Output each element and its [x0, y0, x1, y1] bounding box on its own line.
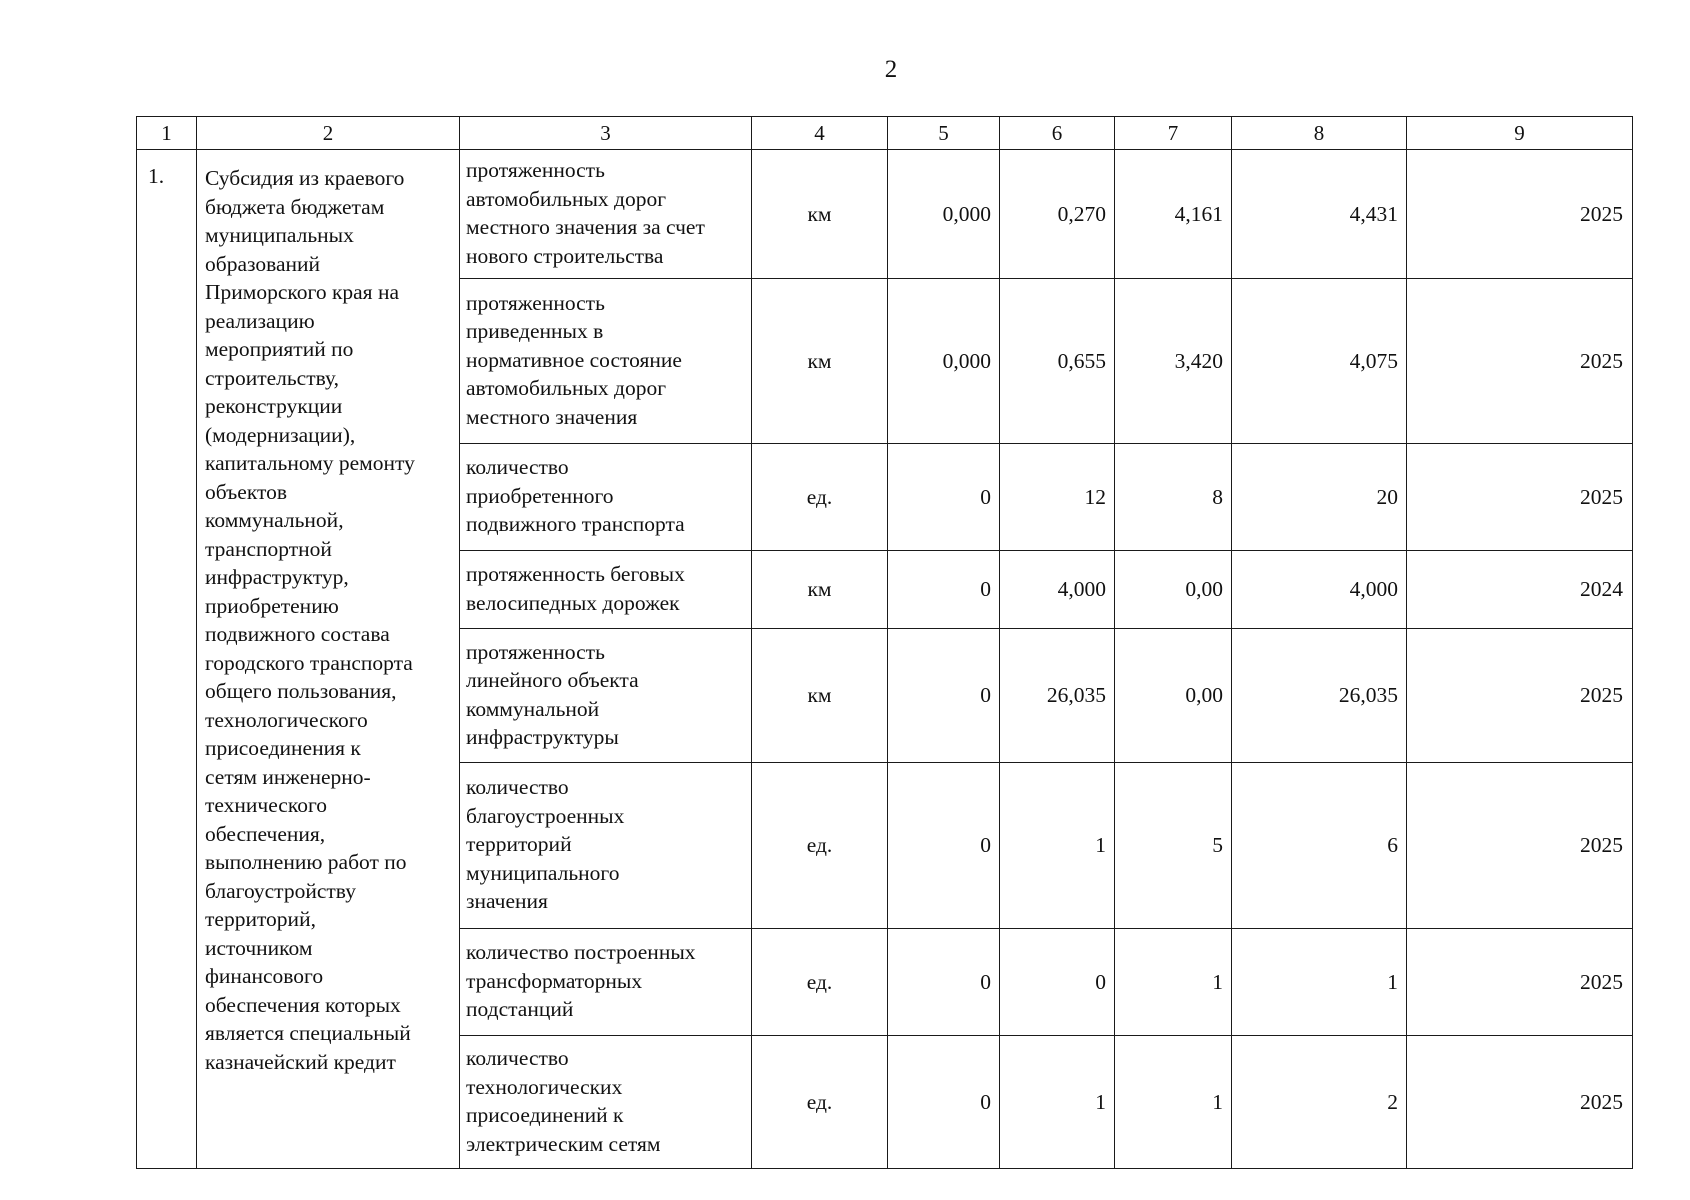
unit-cell: км — [752, 629, 888, 763]
indicators-table — [136, 116, 1633, 1169]
value-col5: 0,000 — [888, 150, 1000, 279]
value-col7: 5 — [1115, 763, 1232, 929]
value-col6: 1 — [1000, 1036, 1115, 1169]
column-header: 7 — [1115, 117, 1232, 150]
indicator-name: количество благоустроенных территорий муниципального значения — [466, 775, 625, 914]
value-col6: 1 — [1000, 763, 1115, 929]
indicator-name: количество приобретенного подвижного транспорта — [466, 455, 685, 537]
value-col8: 20 — [1232, 444, 1407, 551]
value-col5: 0 — [888, 763, 1000, 929]
value-col7: 3,420 — [1115, 279, 1232, 444]
value-col8: 6 — [1232, 763, 1407, 929]
table-row — [137, 150, 1633, 279]
item-number: 1. — [137, 150, 197, 1169]
indicator-cell — [460, 551, 752, 629]
value-col6: 0,655 — [1000, 279, 1115, 444]
value-col6: 12 — [1000, 444, 1115, 551]
year-cell: 2025 — [1407, 444, 1633, 551]
value-col6: 0 — [1000, 929, 1115, 1036]
value-col7: 1 — [1115, 1036, 1232, 1169]
value-col6: 0,270 — [1000, 150, 1115, 279]
value-col7: 0,00 — [1115, 629, 1232, 763]
value-col5: 0,000 — [888, 279, 1000, 444]
unit-cell: км — [752, 279, 888, 444]
column-header: 2 — [197, 117, 460, 150]
column-header: 8 — [1232, 117, 1407, 150]
column-header: 4 — [752, 117, 888, 150]
year-cell: 2025 — [1407, 629, 1633, 763]
value-col5: 0 — [888, 551, 1000, 629]
value-col8: 4,000 — [1232, 551, 1407, 629]
page-number: 2 — [884, 56, 898, 83]
value-col8: 26,035 — [1232, 629, 1407, 763]
indicator-cell — [460, 444, 752, 551]
value-col5: 0 — [888, 1036, 1000, 1169]
value-col5: 0 — [888, 444, 1000, 551]
item-description-cell — [197, 150, 460, 1169]
value-col8: 4,431 — [1232, 150, 1407, 279]
year-cell: 2025 — [1407, 763, 1633, 929]
indicator-name: количество технологических присоединений к электрическим сетям — [466, 1046, 661, 1156]
indicator-name: протяженность беговых велосипедных дорожек — [466, 562, 685, 615]
column-header: 9 — [1407, 117, 1633, 150]
indicator-name: протяженность приведенных в нормативное состояние автомобильных дорог местного значения — [466, 290, 682, 429]
indicator-name: количество построенных трансформаторных подстанций — [466, 940, 696, 1022]
year-cell: 2025 — [1407, 1036, 1633, 1169]
indicator-cell — [460, 150, 752, 279]
year-cell: 2025 — [1407, 929, 1633, 1036]
indicator-cell — [460, 1036, 752, 1169]
unit-cell: км — [752, 551, 888, 629]
year-cell: 2025 — [1407, 279, 1633, 444]
unit-cell: ед. — [752, 444, 888, 551]
unit-cell: км — [752, 150, 888, 279]
year-cell: 2024 — [1407, 551, 1633, 629]
value-col6: 4,000 — [1000, 551, 1115, 629]
value-col7: 1 — [1115, 929, 1232, 1036]
unit-cell: ед. — [752, 1036, 888, 1169]
value-col7: 4,161 — [1115, 150, 1232, 279]
column-header: 1 — [137, 117, 197, 150]
unit-cell: ед. — [752, 763, 888, 929]
indicator-cell — [460, 763, 752, 929]
indicator-name: протяженность автомобильных дорог местного значения за счет нового строительства — [466, 158, 705, 268]
value-col8: 4,075 — [1232, 279, 1407, 444]
value-col8: 2 — [1232, 1036, 1407, 1169]
indicator-cell — [460, 629, 752, 763]
indicator-name: протяженность линейного объекта коммунальной инфраструктуры — [466, 639, 639, 749]
column-header: 3 — [460, 117, 752, 150]
column-header: 6 — [1000, 117, 1115, 150]
column-header: 5 — [888, 117, 1000, 150]
indicator-cell — [460, 929, 752, 1036]
unit-cell: ед. — [752, 929, 888, 1036]
value-col5: 0 — [888, 629, 1000, 763]
item-description: Субсидия из краевого бюджета бюджетам муниципальных образований Приморского края на реализацию мероприятий по строительству, реконструкции (модернизации), капитальному ремонту объектов коммунальной, транспортной инфраструктур, приобретению подвижного состава городского транспорта общего пользования, технологического присоединения к сетям инженерно- технического обеспечения, выполнению работ по благоустройству территорий, источником финансового обеспечения которых является специальный казначейский кредит — [205, 166, 415, 1074]
value-col7: 8 — [1115, 444, 1232, 551]
table-header-row — [137, 117, 1633, 150]
indicator-cell — [460, 279, 752, 444]
value-col6: 26,035 — [1000, 629, 1115, 763]
value-col8: 1 — [1232, 929, 1407, 1036]
year-cell: 2025 — [1407, 150, 1633, 279]
value-col7: 0,00 — [1115, 551, 1232, 629]
value-col5: 0 — [888, 929, 1000, 1036]
